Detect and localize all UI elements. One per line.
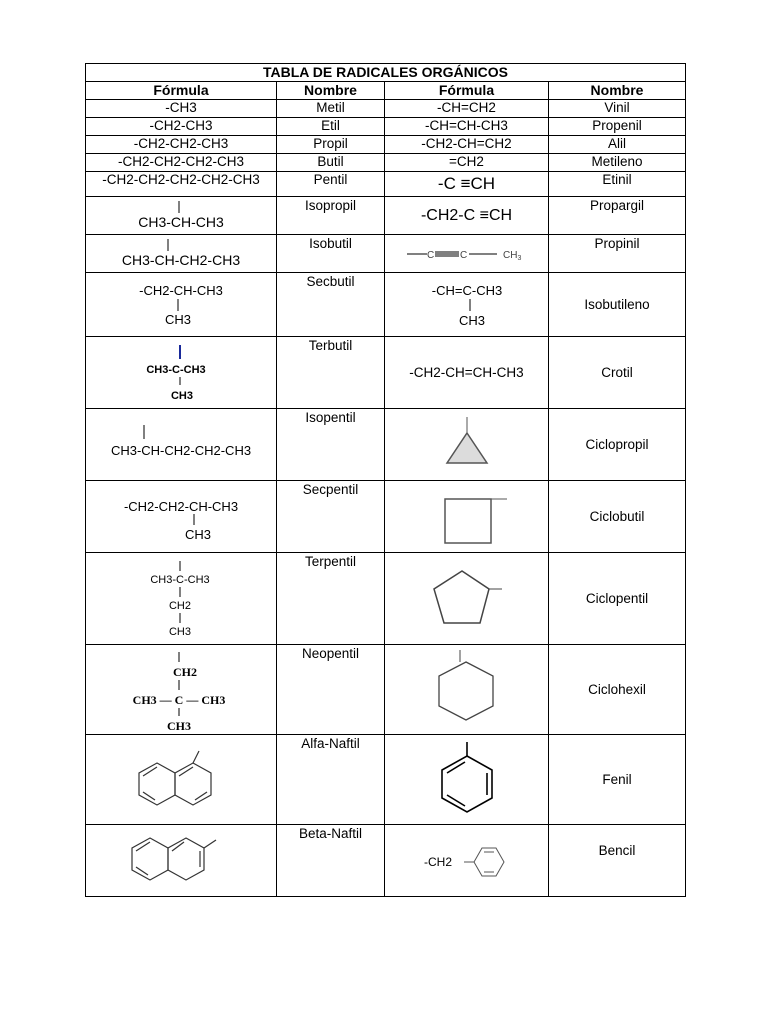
formula-cell [86,645,277,735]
name-cell: Vinil [549,100,686,118]
name-cell: Etil [277,118,385,136]
structure-text: CH2 [168,599,192,612]
header-nombre-1: Nombre [277,82,385,100]
structure-text: -CH2-CH2-CH-CH3 [123,498,239,514]
svg-text:CH3: $CH_3$ [502,249,521,262]
formula-cell: -CH2-CH2-CH2-CH3 [86,154,277,172]
name-cell: Isobutil [277,235,385,273]
name-cell: Alil [549,136,686,154]
name-cell: Ciclohexil [549,645,686,735]
formula-cell: -CH2-CH2-CH2-CH2-CH3 [86,172,277,197]
tertbutyl-structure [126,341,236,405]
formula-cell: -CH=CH-CH3 [385,118,549,136]
table-row [86,553,686,645]
table-row [86,235,686,273]
table-row [86,197,686,235]
tertpentyl-structure [126,557,236,641]
name-cell: Etinil [549,172,686,197]
formula-cell [385,235,549,273]
table-row [86,337,686,409]
name-cell: Secpentil [277,481,385,553]
formula-cell: -CH=CH2 [385,100,549,118]
name-cell: Neopentil [277,645,385,735]
phenyl-structure [432,740,502,820]
formula-cell [385,481,549,553]
structure-text: -CH2-CH-CH3 [139,282,223,298]
isopentyl-structure [96,423,266,467]
name-cell: Ciclobutil [549,481,686,553]
table-row [86,154,686,172]
formula-cell: -CH2-CH3 [86,118,277,136]
structure-text: CH3-CH-CH2-CH2-CH3 [110,442,252,458]
name-cell: Ciclopentil [549,553,686,645]
structure-text: CH3-C-CH3 [146,363,206,376]
isobutyl-structure [116,237,246,271]
formula-cell [86,825,277,897]
formula-cell [385,553,549,645]
structure-text: CH3-CH-CH2-CH3 [121,251,241,268]
structure-text: CH3 [170,389,194,402]
radicals-table [85,63,686,897]
structure-text: CH3 [168,625,192,638]
svg-text:C: C [459,249,467,261]
formula-cell [385,825,549,897]
structure-text: CH3 — C — CH3 [132,692,226,707]
name-cell: Beta-Naftil [277,825,385,897]
isobutylene-structure [412,279,522,331]
formula-cell [86,481,277,553]
formula-cell [385,409,549,481]
structure-text: CH3 [458,312,485,328]
name-cell: Propargil [549,197,686,235]
formula-cell: -CH2-CH=CH2 [385,136,549,154]
name-cell: Propinil [549,235,686,273]
formula-cell [86,273,277,337]
table-row [86,100,686,118]
structure-text: CH3 [164,311,192,327]
structure-text: CH3-C-CH3 [150,573,210,586]
structure-text: -CH2 [423,854,452,869]
formula-cell: =CH2 [385,154,549,172]
table-row [86,409,686,481]
cyclohexyl-structure [432,648,502,732]
name-cell: Terbutil [277,337,385,409]
name-cell: Alfa-Naftil [277,735,385,825]
formula-cell [86,235,277,273]
table-row [86,825,686,897]
formula-cell: -CH3 [86,100,277,118]
name-cell: Ciclopropil [549,409,686,481]
name-cell: Bencil [549,825,686,897]
cyclopropyl-structure [437,415,497,475]
formula-cell [86,337,277,409]
name-cell: Fenil [549,735,686,825]
propynyl-structure [407,244,527,264]
benzyl-structure [412,836,522,886]
formula-cell [86,553,277,645]
name-cell: Propil [277,136,385,154]
secpentyl-structure [116,491,246,543]
name-cell: Isopentil [277,409,385,481]
name-cell: Isopropil [277,197,385,235]
name-cell: Terpentil [277,553,385,645]
name-cell: Butil [277,154,385,172]
cyclopentyl-structure [422,559,512,639]
svg-text:C: C [426,249,434,261]
name-cell: Pentil [277,172,385,197]
header-nombre-2: Nombre [549,82,686,100]
alpha-naphthyl-structure [131,745,231,815]
name-cell: Isobutileno [549,273,686,337]
header-formula-1: Fórmula [86,82,277,100]
name-cell: Secbutil [277,273,385,337]
isopropyl-structure [121,199,241,233]
formula-cell [86,409,277,481]
formula-cell: -CH2-CH=CH-CH3 [385,337,549,409]
formula-cell: -CH2-CH2-CH3 [86,136,277,154]
table-row [86,273,686,337]
cyclobutyl-structure [427,489,507,545]
structure-text: -CH=C-CH3 [431,282,502,298]
structure-text: CH3-CH-CH3 [138,213,224,230]
structure-text: CH3 [167,718,191,733]
formula-cell [86,197,277,235]
beta-naphthyl-structure [126,828,236,894]
table-row [86,645,686,735]
table-row [86,735,686,825]
table-row [86,481,686,553]
name-cell: Metileno [549,154,686,172]
formula-cell [385,273,549,337]
name-cell: Metil [277,100,385,118]
formula-cell [385,645,549,735]
formula-cell: -C ≡CH [385,172,549,197]
secbutyl-structure [126,279,236,331]
formula-cell: -CH2-C ≡CH [385,197,549,235]
structure-text: CH3 [184,526,212,542]
table-row [86,136,686,154]
table-title: TABLA DE RADICALES ORGÁNICOS [86,64,686,82]
formula-cell [86,735,277,825]
formula-cell [385,735,549,825]
name-cell: Crotil [549,337,686,409]
structure-text: CH2 [173,664,197,679]
neopentyl-structure [121,648,241,732]
table-row [86,172,686,197]
header-formula-2: Fórmula [385,82,549,100]
name-cell: Propenil [549,118,686,136]
table-row [86,118,686,136]
